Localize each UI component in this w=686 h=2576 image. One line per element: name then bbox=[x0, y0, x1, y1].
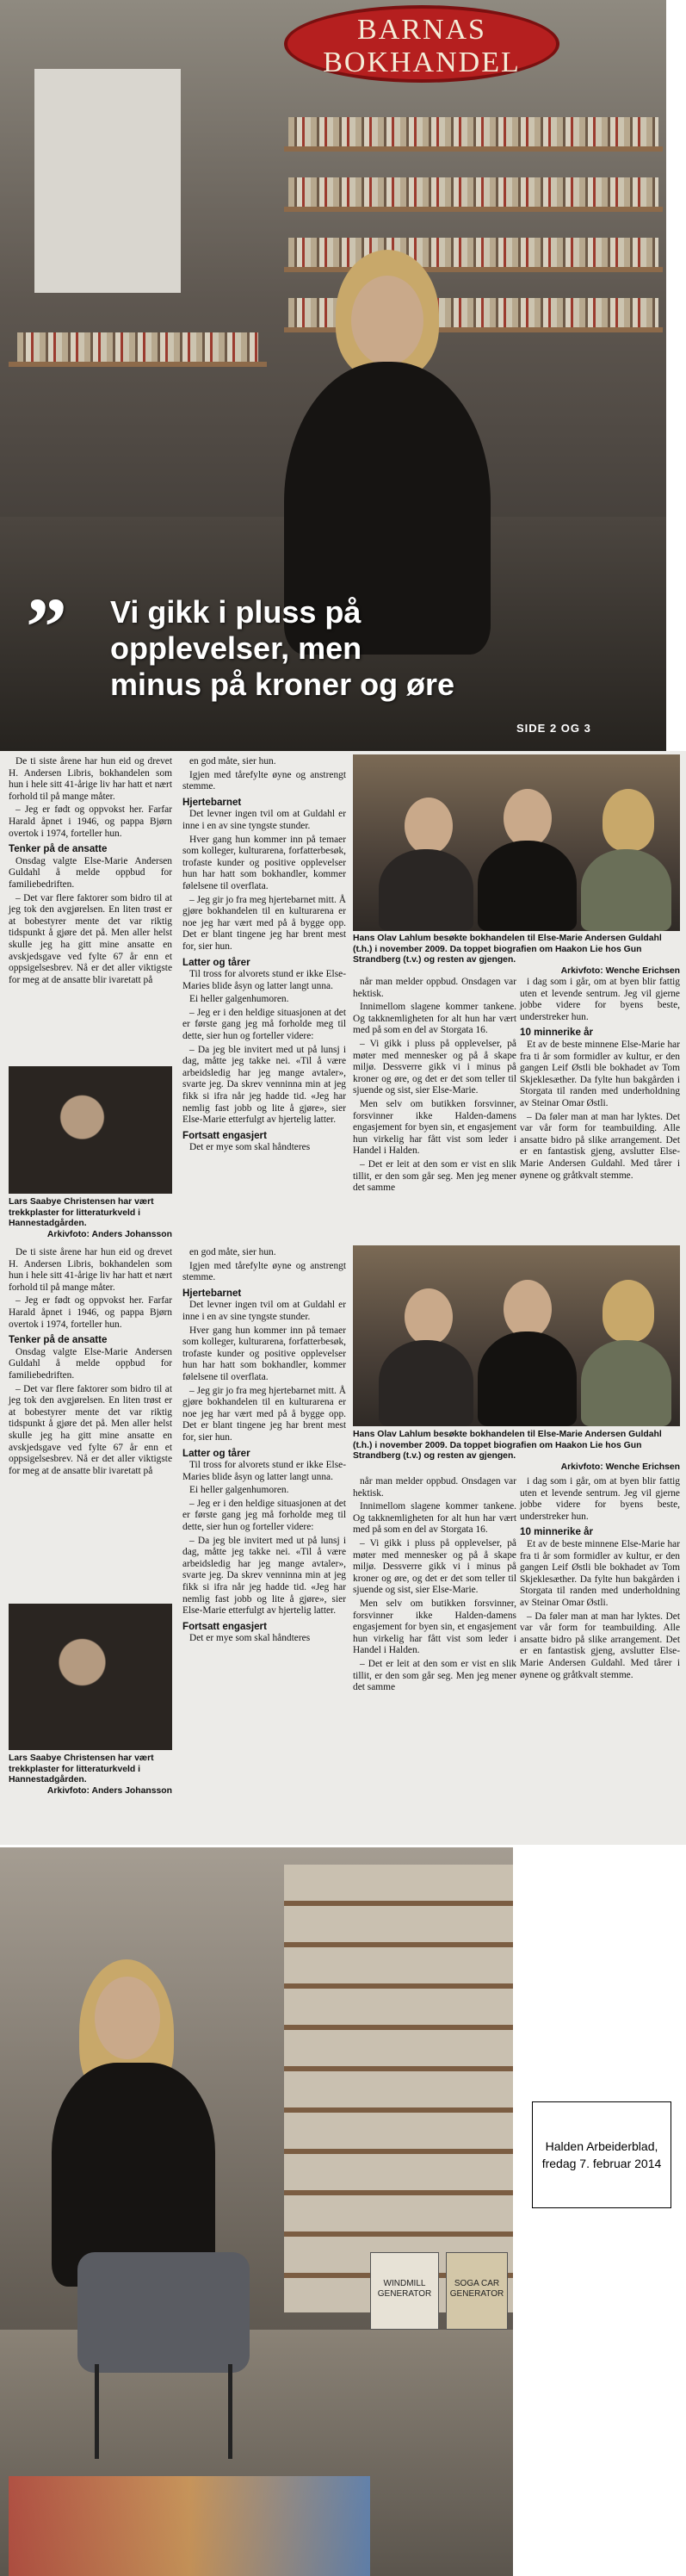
author-photo-caption: Lars Saabye Christensen har vært trekkplaster for litteraturkveld i Hannestadgården. Arkivfoto: Anders Johansson bbox=[9, 1197, 172, 1239]
subheading: Tenker på de ansatte bbox=[9, 843, 108, 855]
bookshop-sign bbox=[284, 5, 559, 83]
subheading: Latter og tårer bbox=[182, 1447, 250, 1459]
group-photo-caption: Hans Olav Lahlum besøkte bokhandelen til Else-Marie Andersen Guldahl (t.h.) i november 2009. Da toppet biografien om Haakon Lie hos Gun Strandberg (t.v.) og resten av gjengen. Arkivfoto: Wenche Erichsen bbox=[353, 934, 680, 976]
article-a-col-2: en god måte, sier hun. Igjen med tårefylte øyne og anstrengt stemme. Hjertebarnet Det levner ingen tvil om at Guldahl er inne i en av sine tyngste stunder. Hver gang hun kommer inn på temaer som kolleger, kulturarena, forfatterbesøk, trofaste kunder og positive opplevelser hun har hatt som bokhandler, kommer følelsene til overflata. – Jeg gir jo fra meg hjertebarnet mitt. Å gjøre bokhandelen til en kulturarena er noe jeg har vært med på å bygge opp. Det er blant tingene jeg har brent mest for, sier hun. Latter og tårer Til tross for alvorets stund er ikke Else-Maries blide åsyn og latter langt unna. Ei heller galgenhumoren. – Jeg er i den heldige situasjonen at det er første gang jeg må forholde meg til dette, sier hun og forteller videre: – Da jeg ble invitert med ut på lunsj i dag, måtte jeg takke nei. «Til å være arbeidsledig har jeg mange avtaler», svarte jeg. Da skrev venninna min at jeg fikk si ifra når jeg hadde tid. «Jeg har nemlig fast jobb og lite å gjøre», sier Else-Marie etterfulgt av hjertelig latter. Fortsatt engasjert Det er mye som skal håndteres bbox=[182, 756, 346, 1153]
article-strip-b bbox=[0, 1242, 686, 1845]
sign-line-2: BOKHANDEL bbox=[323, 47, 521, 78]
article-b-col-4: i dag som i går, om at byen blir fattig uten et levende sentrum. Jeg vil gjerne jobbe videre for byens beste, understreker hun. 10 minnerike år Et av de beste minnene Else-Marie har fra ti år som formidler av kultur, er den gangen Leif Østli ble bokhadet av Tom Skjeklesæther. Da fylte hun bakgården i Storgata til randen med underholdning av Steinar Omar Østli. – Da føler man at man har lyktes. Det var vår form for teambuilding. Alle ansatte bidro på slike arrangement. Det er en fantastisk gjeng, avslutter Else-Marie Andersen Guldahl. Med tårer i øynene og gråtkvalt stemme. bbox=[520, 1476, 680, 1680]
stool bbox=[95, 2364, 232, 2459]
source-date: fredag 7. februar 2014 bbox=[541, 2157, 662, 2170]
article-b-col-2: en god måte, sier hun. Igjen med tårefylte øyne og anstrengt stemme. Hjertebarnet Det levner ingen tvil om at Guldahl er inne i en av sine tyngste stunder. Hver gang hun kommer inn på temaer som kolleger, kulturarena, forfatterbesøk, trofaste kunder og positive opplevelser hun har hatt som bokhandler, kommer følelsene til overflata. – Jeg gir jo fra meg hjertebarnet mitt. Å gjøre bokhandelen til en kulturarena er noe jeg har vært med på å bygge opp. Det er blant tingene jeg har brent mest for, sier hun. Latter og tårer Til tross for alvorets stund er ikke Else-Maries blide åsyn og latter langt unna. Ei heller galgenhumoren. – Jeg er i den heldige situasjonen at det er første gang jeg må forholde meg til dette, sier hun og forteller videre: – Da jeg ble invitert med ut på lunsj i dag, måtte jeg takke nei. «Til å være arbeidsledig har jeg mange avtaler», svarte jeg. Da skrev venninna min at jeg fikk si ifra når jeg hadde tid. «Jeg har nemlig fast jobb og lite å gjøre», sier Else-Marie etterfulgt av hjertelig latter. Fortsatt engasjert Det er mye som skal håndteres bbox=[182, 1247, 346, 1644]
bookshelf bbox=[284, 1865, 513, 2312]
page-reference: SIDE 2 OG 3 bbox=[516, 722, 591, 735]
subheading: 10 minnerike år bbox=[520, 1027, 594, 1039]
hero-photo bbox=[0, 0, 666, 751]
subheading: Tenker på de ansatte bbox=[9, 1334, 108, 1346]
sign-line-1: BARNAS bbox=[357, 14, 486, 46]
article-a-col-1: De ti siste årene har hun eid og drevet H. Andersen Libris, bokhandelen som hun i hele sitt 41-årige liv har hatt et nært forhold til på mange måter. – Jeg er født og oppvokst her. Farfar Harald åpnet i 1946, og pappa Bjørn overtok i 1974, forteller hun. Tenker på de ansatte Onsdag valgte Else-Marie Andersen Guldahl å melde oppbud for familiebedriften. – Det var flere faktorer som bidro til at jeg tok den avgjørelsen. En liten trøst er at bobestyrer mente det var riktig tidspunkt å gjøre det på. Men aller helst skulle jeg ha gitt mine ansatte en avskjedsgave ved fylte 67 år enn et oppsigelsesbrev. Nå er det aller viktigste for meg at de ansatte blir ivaretatt på bbox=[9, 756, 172, 985]
subheading: Hjertebarnet bbox=[182, 1287, 242, 1299]
subheading: Hjertebarnet bbox=[182, 796, 242, 808]
headline-quote bbox=[26, 580, 508, 703]
window-backdrop bbox=[34, 69, 181, 293]
source-box bbox=[532, 2101, 671, 2208]
subheading: Fortsatt engasjert bbox=[182, 1620, 267, 1632]
source-publication: Halden Arbeiderblad, bbox=[545, 2139, 658, 2153]
headline-line-2: opplevelser, men bbox=[110, 630, 362, 666]
author-photo-caption: Lars Saabye Christensen har vært trekkplaster for litteraturkveld i Hannestadgården. Arkivfoto: Anders Johansson bbox=[9, 1754, 172, 1796]
headline-line-3: minus på kroner og øre bbox=[110, 667, 455, 702]
article-b-col-3: når man melder oppbud. Onsdagen var hektisk. Innimellom slagene kommer tankene. Og takknemligheten for alt hun har vært med på som en del av Storgata 16. – Vi gikk i pluss på opplevelser, på møter med mennesker og på å skape miljø. Dessverre gikk vi i minus på kroner og øre, og det er det som teller til sjuende og sist, sier Else-Marie. Men selv om butikken forsvinner, forsvinner ikke Halden-damens engasjement for byen sin, et engasjement hun virkelig har fått vist som leder i Handel i Halden. – Det er leit at den som er vist en slik tillit, er den som går seg. Men jeg mener det samme bbox=[353, 1476, 516, 1693]
author-photo bbox=[9, 1604, 172, 1750]
article-b-col-1: De ti siste årene har hun eid og drevet H. Andersen Libris, bokhandelen som hun i hele sitt 41-årige liv har hatt et nært forhold til på mange måter. – Jeg er født og oppvokst her. Farfar Harald åpnet i 1946, og pappa Bjørn overtok i 1974, forteller hun. Tenker på de ansatte Onsdag valgte Else-Marie Andersen Guldahl å melde oppbud for familiebedriften. – Det var flere faktorer som bidro til at jeg tok den avgjørelsen. En liten trøst er at bobestyrer mente det var riktig tidspunkt å gjøre det på. Men aller helst skulle jeg ha gitt mine ansatte en avskjedsgave ved fylte 67 år enn et oppsigelsesbrev. Nå er det aller viktigste for meg at de ansatte blir ivaretatt på bbox=[9, 1247, 172, 1476]
article-strip-a bbox=[0, 751, 686, 1242]
product-box-1: WINDMILL GENERATOR bbox=[370, 2252, 439, 2330]
product-box-2: SOGA CAR GENERATOR bbox=[446, 2252, 508, 2330]
author-photo bbox=[9, 1066, 172, 1194]
group-photo bbox=[353, 1245, 680, 1426]
article-a-col-3: når man melder oppbud. Onsdagen var hektisk. Innimellom slagene kommer tankene. Og takknemligheten for alt hun har vært med på som en del av Storgata 16. – Vi gikk i pluss på opplevelser, på møter med mennesker og på å skape miljø. Dessverre gikk vi i minus på kroner og øre, og det er det som teller til sjuende og sist, sier Else-Marie. Men selv om butikken forsvinner, forsvinner ikke Halden-damens engasjement for byen sin, et engasjement hun virkelig har fått vist som leder i Handel i Halden. – Det er leit at den som er vist en slik tillit, er den som går seg. Men jeg mener det samme bbox=[353, 977, 516, 1194]
floor-mat bbox=[9, 2476, 370, 2576]
subheading: Latter og tårer bbox=[182, 956, 250, 968]
bottom-photo bbox=[0, 1847, 513, 2576]
group-photo-caption: Hans Olav Lahlum besøkte bokhandelen til Else-Marie Andersen Guldahl (t.h.) i november 2009. Da toppet biografien om Haakon Lie hos Gun Strandberg (t.v.) og resten av gjengen. Arkivfoto: Wenche Erichsen bbox=[353, 1430, 680, 1472]
subheading: Fortsatt engasjert bbox=[182, 1129, 267, 1141]
group-photo bbox=[353, 754, 680, 931]
quote-mark-icon: ” bbox=[26, 580, 67, 673]
subheading: 10 minnerike år bbox=[520, 1526, 594, 1538]
headline-line-1: Vi gikk i pluss på bbox=[110, 594, 362, 630]
jeans bbox=[77, 2252, 250, 2373]
article-a-col-4: i dag som i går, om at byen blir fattig uten et levende sentrum. Jeg vil gjerne jobbe videre for byens beste, understreker hun. 10 minnerike år Et av de beste minnene Else-Marie har fra ti år som formidler av kultur, er den gangen Leif Østli ble bokhadet av Tom Skjeklesæther. Da fylte hun bakgården i Storgata til randen med underholdning av Steinar Omar Østli. – Da føler man at man har lyktes. Det var vår form for teambuilding. Alle ansatte bidro på slike arrangement. Det er en fantastisk gjeng, avslutter Else-Marie Andersen Guldahl. Med tårer i øynene og gråtkvalt stemme. bbox=[520, 977, 680, 1181]
